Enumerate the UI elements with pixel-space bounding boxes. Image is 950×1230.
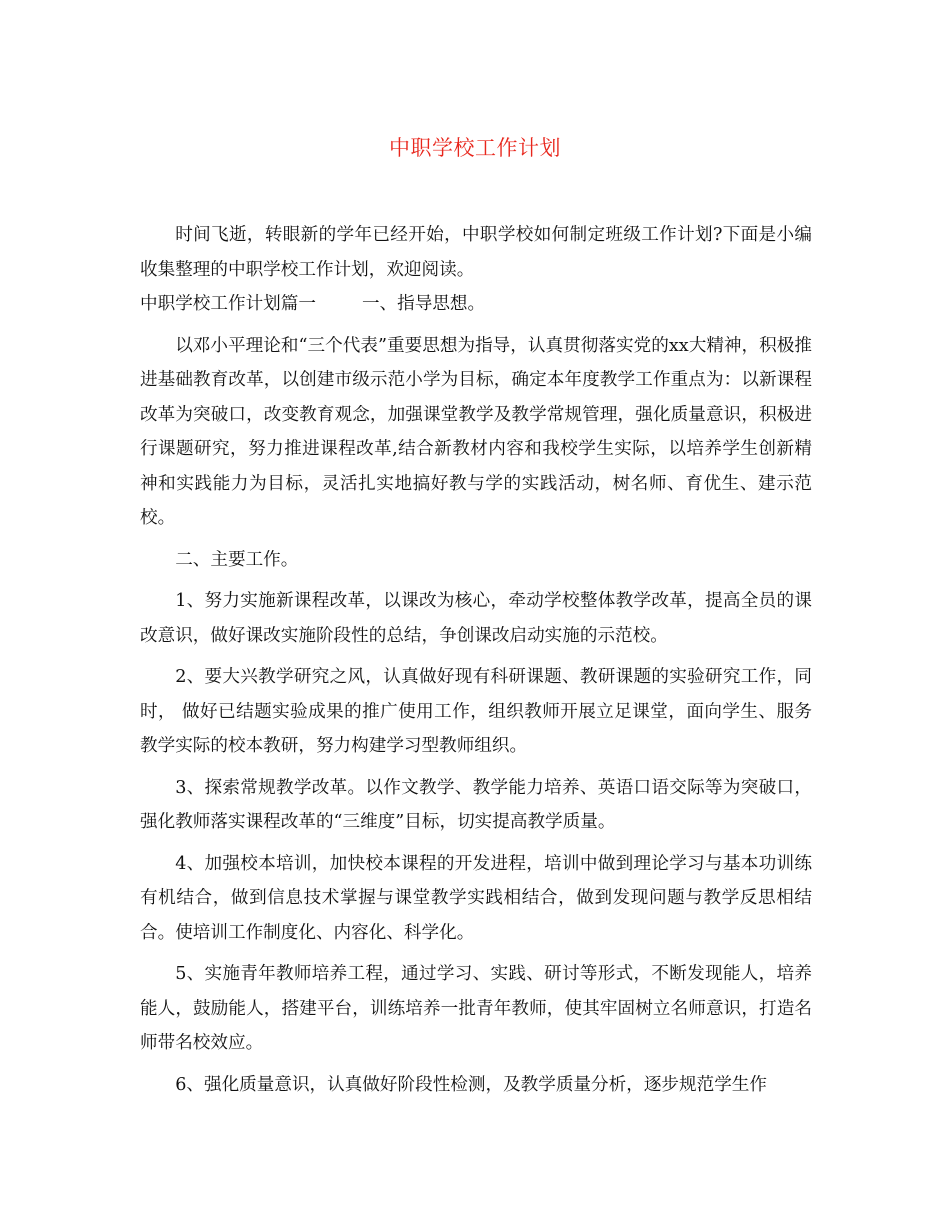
work-item-6: 6、强化质量意识，认真做好阶段性检测，及教学质量分析，逐步规范学生作 [175, 1074, 767, 1095]
document-body [140, 218, 812, 1102]
work-item-4: 4、加强校本培训，加快校本课程的开发进程，培训中做到理论学习与基本功训练有机结合，做到信息技术掌握与课堂教学实践相结合，做到发现问题与教学反思相结合。使培训工作制度化、内容化、科学化。 [140, 853, 812, 943]
section-label: 中职学校工作计划篇一 [140, 294, 316, 314]
intro-paragraph: 时间飞逝，转眼新的学年已经开始，中职学校如何制定班级工作计划?下面是小编收集整理的中职学校工作计划，欢迎阅读。 [140, 225, 812, 280]
work-item-5: 5、实施青年教师培养工程，通过学习、实践、研讨等形式，不断发现能人，培养能人，鼓励能人，搭建平台，训练培养一批青年教师，使其牢固树立名师意识，打造名师带名校效应。 [140, 964, 812, 1053]
section-line [140, 287, 812, 322]
guiding-thought-paragraph: 以邓小平理论和“三个代表”重要思想为指导，认真贯彻落实党的xx大精神，积极推进基础教育改革，以创建市级示范小学为目标，确定本年度教学工作重点为：以新课程改革为突破口，改变教育观念，加强课堂教学及教学常规管理，强化质量意识，积极进行课题研究，努力推进课程改革,结合新教材内容和我校学生实际，以培养学生创新精神和实践能力为目标，灵活扎实地搞好教与学的实践活动，树名师、育优生、建示范校。 [140, 335, 812, 528]
work-item-3: 3、探索常规教学改革。以作文教学、教学能力培养、英语口语交际等为突破口，强化教师落实课程改革的“三维度”目标，切实提高教学质量。 [140, 777, 812, 832]
work-item-1: 1、努力实施新课程改革，以课改为核心，牵动学校整体教学改革，提高全员的课改意识，做好课改实施阶段性的总结，争创课改启动实施的示范校。 [140, 591, 812, 646]
section-heading-main-work: 二、主要工作。 [175, 549, 299, 570]
work-item-2: 2、要大兴教学研究之风，认真做好现有科研课题、教研课题的实验研究工作，同时， 做好已结题实验成果的推广使用工作，组织教师开展立足课堂，面向学生、服务教学实际的校本教研，努力构建学习型教师组织。 [140, 667, 812, 756]
document-title: 中职学校工作计划 [389, 136, 561, 160]
section-heading-guiding: 一、指导思想。 [361, 294, 486, 314]
